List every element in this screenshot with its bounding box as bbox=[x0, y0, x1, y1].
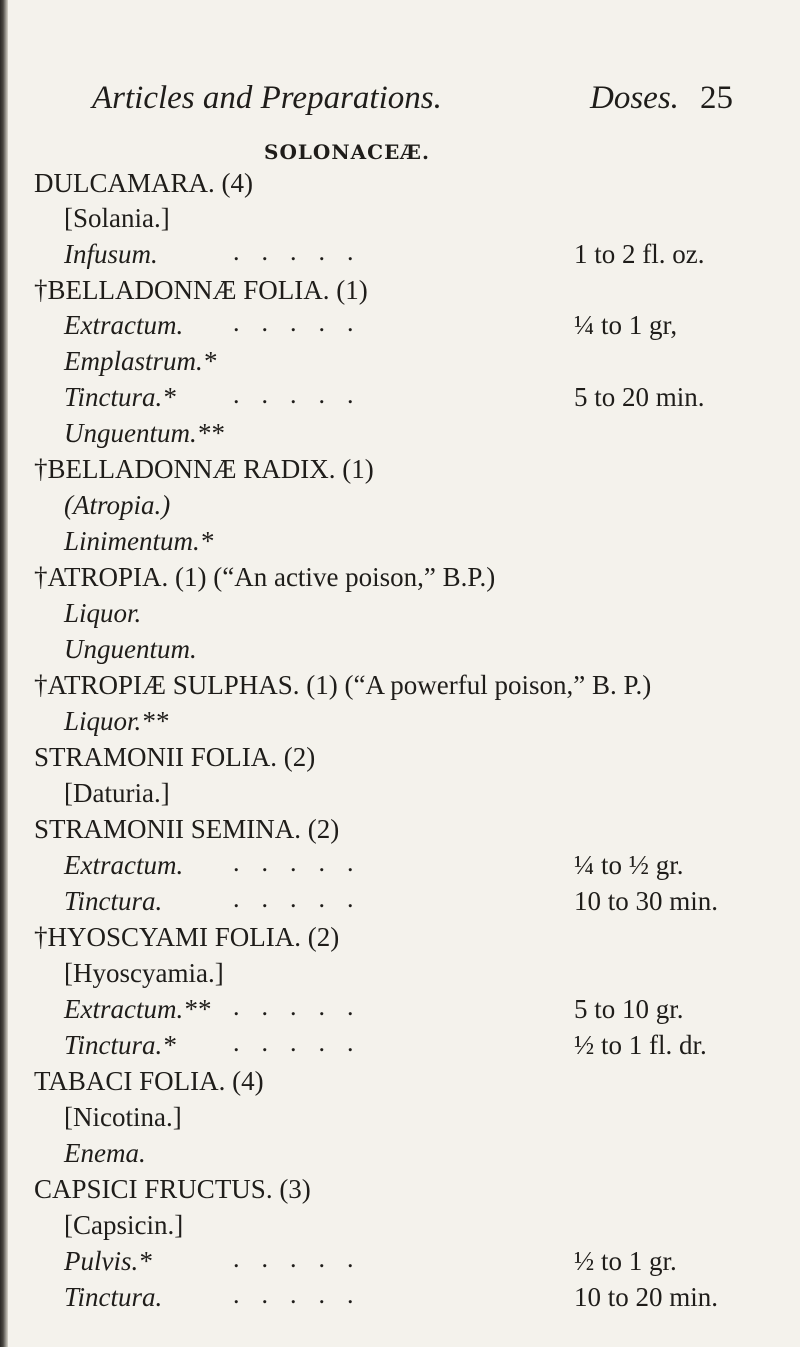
entry-preparation: Extractum. bbox=[64, 850, 184, 880]
entry-heading: TABACI FOLIA. (4) bbox=[34, 1066, 264, 1096]
entry-dose: 10 to 30 min. bbox=[574, 886, 719, 916]
entry-heading: STRAMONII SEMINA. (2) bbox=[34, 814, 340, 844]
entry-dose: ½ to 1 fl. dr. bbox=[574, 1030, 707, 1060]
page-number: 25 bbox=[700, 80, 733, 116]
entry-heading: †ATROPIÆ SULPHAS. (1) (“A powerful poison,” B. P.) bbox=[34, 670, 652, 700]
leader-dots: ..... bbox=[233, 992, 376, 1021]
running-header-title: Articles and Preparations. bbox=[92, 80, 442, 116]
entry-preparation: Tinctura. bbox=[64, 1282, 163, 1312]
entry-heading: †ATROPIA. (1) (“An active poison,” B.P.) bbox=[34, 562, 496, 592]
entry-preparation: Unguentum. bbox=[64, 634, 197, 664]
running-header-doses: Doses. bbox=[590, 80, 679, 116]
section-title: SOLONACEÆ. bbox=[264, 140, 430, 164]
entry-heading: †BELLADONNÆ RADIX. (1) bbox=[34, 454, 374, 484]
entry-preparation: Linimentum.* bbox=[64, 526, 214, 556]
entry-dose: 1 to 2 fl. oz. bbox=[574, 239, 705, 269]
entry-preparation: Tinctura.* bbox=[64, 1030, 176, 1060]
entry-dose: 5 to 20 min. bbox=[574, 382, 705, 412]
entry-preparation: Infusum. bbox=[64, 239, 158, 269]
entry-preparation: Enema. bbox=[64, 1138, 146, 1168]
entry-active-principle: [Nicotina.] bbox=[64, 1102, 182, 1132]
entry-dose: 10 to 20 min. bbox=[574, 1282, 719, 1312]
entry-dose: ½ to 1 gr. bbox=[574, 1246, 677, 1276]
entry-preparation: Unguentum.** bbox=[64, 418, 224, 448]
leader-dots: ..... bbox=[233, 884, 376, 913]
entry-active-principle: [Hyoscyamia.] bbox=[64, 958, 224, 988]
entry-heading: DULCAMARA. (4) bbox=[34, 168, 253, 198]
entry-heading: CAPSICI FRUCTUS. (3) bbox=[34, 1174, 311, 1204]
entry-dose: ¼ to 1 gr, bbox=[574, 310, 678, 340]
entry-preparation: Emplastrum.* bbox=[64, 346, 217, 376]
entry-preparation: Tinctura. bbox=[64, 886, 163, 916]
entry-heading: STRAMONII FOLIA. (2) bbox=[34, 742, 316, 772]
leader-dots: ..... bbox=[233, 237, 376, 266]
entry-dose: 5 to 10 gr. bbox=[574, 994, 684, 1024]
entry-active-principle: (Atropia.) bbox=[64, 490, 171, 520]
leader-dots: ..... bbox=[233, 1280, 376, 1309]
leader-dots: ..... bbox=[233, 1028, 376, 1057]
entry-preparation: Pulvis.* bbox=[64, 1246, 152, 1276]
entry-preparation: Extractum. bbox=[64, 310, 184, 340]
entry-preparation: Liquor. bbox=[64, 598, 142, 628]
leader-dots: ..... bbox=[233, 848, 376, 877]
leader-dots: ..... bbox=[233, 308, 376, 337]
entry-dose: ¼ to ½ gr. bbox=[574, 850, 684, 880]
entry-heading: †BELLADONNÆ FOLIA. (1) bbox=[34, 275, 368, 305]
entry-heading: †HYOSCYAMI FOLIA. (2) bbox=[34, 922, 340, 952]
entry-active-principle: [Capsicin.] bbox=[64, 1210, 184, 1240]
page-binding-edge bbox=[0, 0, 8, 1347]
leader-dots: ..... bbox=[233, 380, 376, 409]
leader-dots: ..... bbox=[233, 1244, 376, 1273]
entry-active-principle: [Daturia.] bbox=[64, 778, 170, 808]
entry-preparation: Liquor.** bbox=[64, 706, 169, 736]
entry-preparation: Extractum.** bbox=[64, 994, 211, 1024]
entry-active-principle: [Solania.] bbox=[64, 203, 170, 233]
entry-preparation: Tinctura.* bbox=[64, 382, 176, 412]
